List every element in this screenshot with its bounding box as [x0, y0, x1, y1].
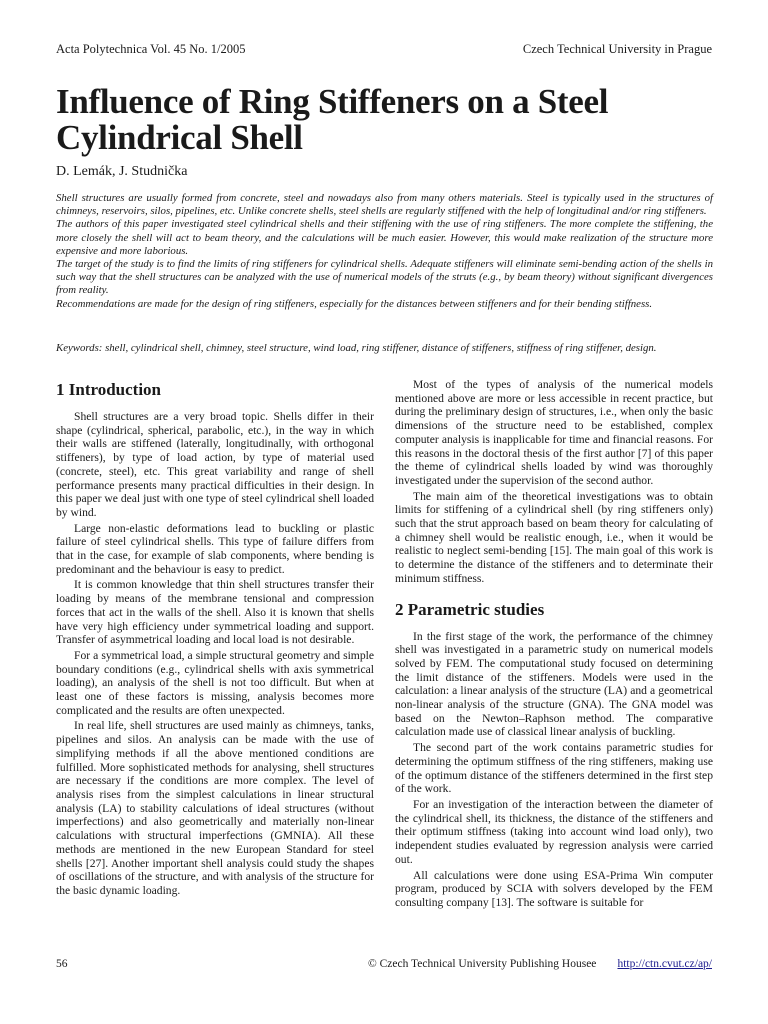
body-paragraph: Shell structures are a very broad topic. Shells differ in their shape (cylindrical, spherical, parabolic, etc.), in the way in which their walls are stiffened (laterally, longitudinally, with orthogonal stiffeners), by type of load action, by type of material used (concrete, steel), etc. This great variability and range of shell performance presents many practical difficulties in their design. In this paper we deal just with one type of steel cylindrical shell loaded by wind. [56, 410, 374, 519]
abstract [56, 192, 713, 311]
abstract-paragraph: Recommendations are made for the design of ring stiffeners, especially for the distances between stiffeners and for their bending stiffness. [56, 297, 653, 310]
institution-name: Czech Technical University in Prague [522, 42, 712, 56]
body-paragraph: In the first stage of the work, the performance of the chimney shell was investigated in a parametric study on numerical models solved by FEM. The computational study focused on determining the limit distance of the stiffeners. Models were used in the calculation: a linear analysis of the structure (LA) and a geometrical non-linear analysis of the structure (GNA). The GNA model was based on the Newton–Raphson method. The comparative calculation made use of classical linear analysis of buckling. [395, 629, 713, 739]
right-column [395, 378, 713, 912]
journal-url-link[interactable]: http://ctn.cvut.cz/ap/ [617, 958, 712, 970]
paper-title: Influence of Ring Stiffeners on a Steel Cylindrical Shell [56, 82, 609, 157]
page-number: 56 [56, 958, 68, 970]
copyright-notice: © Czech Technical University Publishing Housee [368, 958, 597, 970]
body-paragraph: All calculations were done using ESA-Prima Win computer program, produced by SCIA with solvers developed by the FEM consulting company [13]. The software is suitable for [395, 868, 713, 909]
abstract-paragraph: Shell structures are usually formed from concrete, steel and nowadays also from many others materials. Steel is typically used in the structures of chimneys, reservoirs, silos, pipelines, etc. Unlike concrete shells, steel shells are regularly stiffened with the help of longitudinal and/or ring stiffeners. [56, 192, 713, 218]
body-paragraph: The second part of the work contains parametric studies for determining the optimum stiffness of the ring stiffeners, making use of the optimum distance of the stiffeners determined in the first step of the work. [395, 741, 713, 796]
left-column [56, 380, 374, 900]
keywords: Keywords: shell, cylindrical shell, chimney, steel structure, wind load, ring stiffener, distance of stiffeners, stiffness of ring stiffener, design. [56, 342, 657, 354]
body-paragraph: In real life, shell structures are used mainly as chimneys, tanks, pipelines and silos. An analysis can be made with the use of simplifying methods if all the above mentioned conditions are fulfilled. More sophisticated methods for analysing, shell structures are necessary if the conditions are more complex. The level of analysis rises from the simplest calculations in linear structural analysis (LA) to stability calculations of ideal structures (without imperfections) and also geometrically and materially non-linear calculations with structural imperfections (GMNIA). All these methods are mentioned in the new European Standard for steel shells [27]. Another important shell analysis could study the shapes of oscillations of the structure, and with analysis of the structure for the basic dynamic loading. [56, 719, 374, 897]
authors-line: D. Lemák, J. Studnička [56, 164, 188, 179]
body-paragraph: For an investigation of the interaction between the diameter of the cylindrical shell, its thickness, the distance of the stiffeners and their optimum stiffness (taking into account wind load only), two independent studies evaluated by regression analysis were carried out. [395, 797, 713, 866]
section-heading-parametric-studies: 2 Parametric studies [395, 599, 545, 619]
body-paragraph: Large non-elastic deformations lead to buckling or plastic failure of steel cylindrical shells. This type of failure differs from that in the case, for example of slab components, where bending is predominant and the behaviour is easy to predict. [56, 521, 374, 576]
abstract-paragraph: The target of the study is to find the limits of ring stiffeners for cylindrical shells. Adequate stiffeners will eliminate semi-bending action of the shells in such way that the shell structures can be analyzed with the use of numerical models of the struts (e.g., by beam theory) without significant divergences from reality. [56, 258, 713, 297]
body-paragraph: It is common knowledge that thin shell structures transfer their loading by means of the membrane tensional and compression forces that act in the walls of the shell. Also it is known that shells have very high efficiency under symmetrical loading and support. Transfer of asymmetrical loading and local load is not desirable. [56, 578, 374, 647]
body-paragraph: For a symmetrical load, a simple structural geometry and simple boundary conditions (e.g., cylindrical shells with axis symmetrical loading), an analysis of the shell is not too difficult. But when at least one of these factors is missing, analysis becomes more complicated and the results are often unexpected. [56, 648, 374, 717]
journal-info: Acta Polytechnica Vol. 45 No. 1/2005 [56, 42, 246, 56]
page-footer [56, 958, 712, 974]
abstract-paragraph: The authors of this paper investigated steel cylindrical shells and their stiffening with the use of ring stiffeners. The more complete the stiffening, the more closely the shell will act to beam theory, and the calculations will be much easier. However, this would make realization of the structure more expensive and more laborious. [56, 218, 713, 257]
body-paragraph: Most of the types of analysis of the numerical models mentioned above are more or less accessible in recent practice, but during the preliminary design of structures, i.e., when only the basic dimensions of the structure need to be established, complex computer analysis is inapplicable for time and financial reasons. For this reasons in the doctoral thesis of the first author [7] of this paper the theme of cylindrical shells loaded by wind was thoroughly investigated under the supervision of the second author. [395, 378, 713, 487]
section-heading-introduction: 1 Introduction [56, 380, 162, 399]
running-header [56, 42, 712, 58]
body-paragraph: The main aim of the theoretical investigations was to obtain limits for stiffening of a cylindrical shell (by ring stiffeners only) such that the strut approach based on beam theory for calculating of a chimney shell would be realistic enough, i.e., when it would be realistic to neglect semi-bending [15]. The main goal of this work is to determine the distance of the stiffeners and to determinate their minimum stiffness. [395, 489, 713, 585]
